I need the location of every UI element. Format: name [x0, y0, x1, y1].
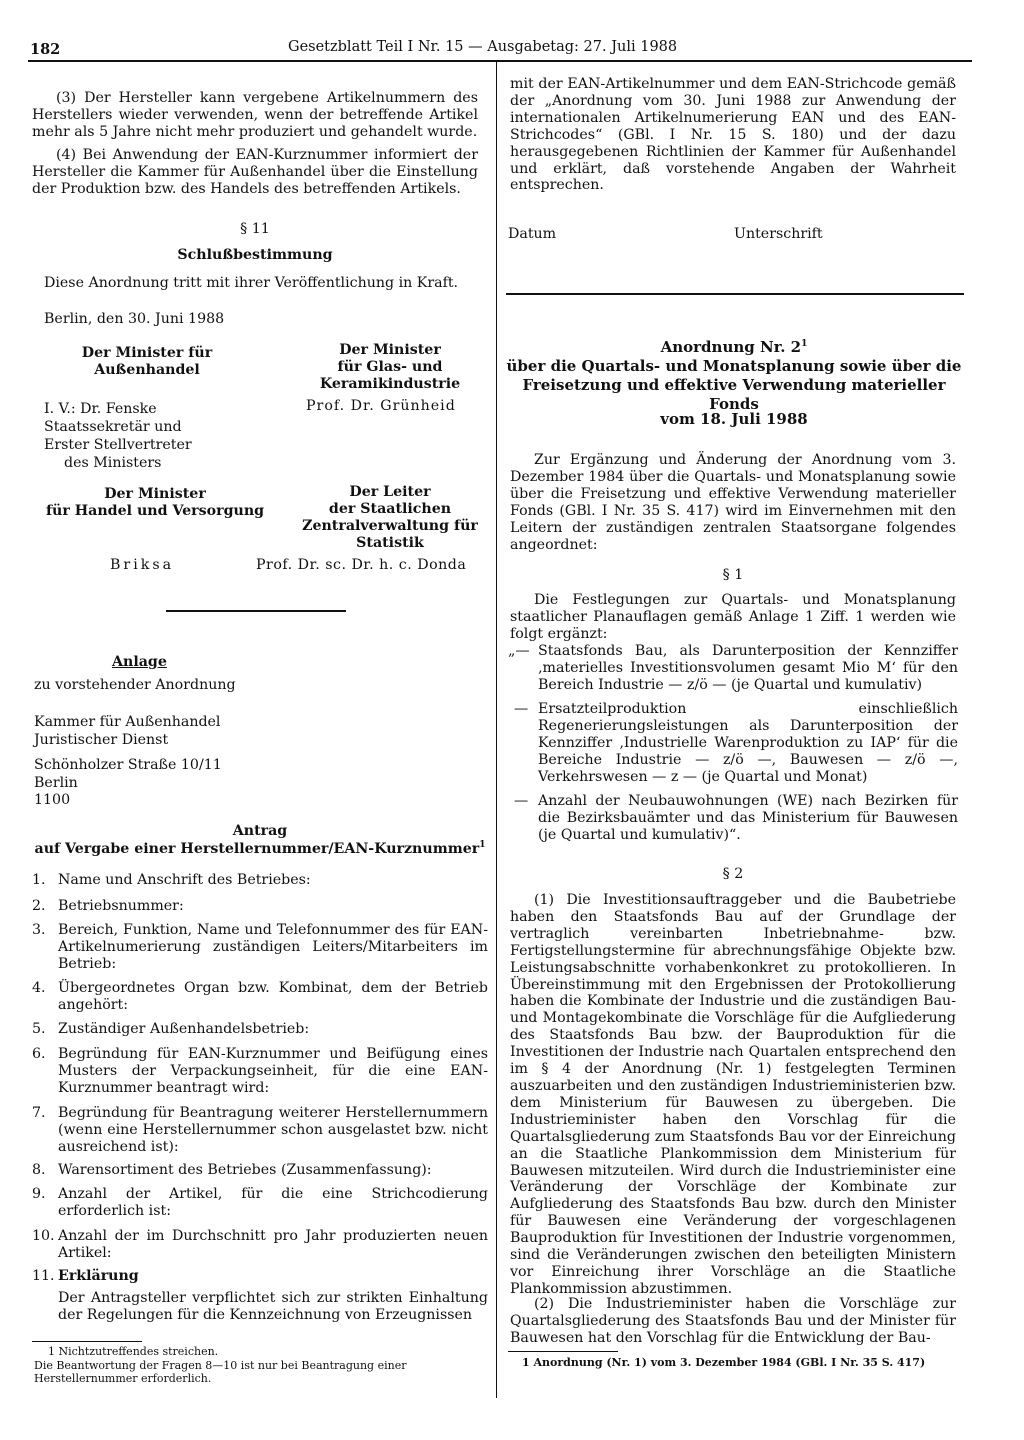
antrag-item-list: 1. Name und Anschrift des Betriebes: 2. Betriebsnummer: 3. Bereich, Funktion, Name und Telefonnummer des für EAN-Artikelnumerierung zuständigen Leiters/Mitarbeiters im Betrieb: 4. Übergeordnetes Organ bzw. Kombinat, dem der Betrieb angehört: 5. Zuständiger Außenhandelsbetrieb: 6. Begründung für EAN-Kurznummer und Beifügung eines Musters der Verpackungseinheit, für die eine EAN-Kurznummer beantragt wird: 7. Begründung für Beantragung weiterer Herstellernummern (wenn eine Herstellernummer schon ausgelastet bzw. nicht ausreichend ist): 8. Warensortiment des Betriebes (Zusammenfassung): 9. Anzahl der Artikel, für die eine Strichcodierung erforderlich ist: 10. Anzahl der im Durchschnitt pro Jahr produzierten neuen Artikel: 11. Erklärung Der Antragsteller verpflichtet sich zur strikten Einhaltung der Regelungen für die Kennzeichnung von Erzeugnissen — [32, 872, 488, 1323]
section-separator-rule — [506, 293, 964, 295]
datum-label: Datum — [508, 226, 557, 242]
footnotes-left: 1 Nichtzutreffendes streichen. Die Beantwortung der Fragen 8—10 ist nur bei Beantragung einer Herstellernummer erforderlich. — [34, 1345, 407, 1385]
signatory-3-title: Der Minister für Handel und Versorgung — [45, 486, 265, 519]
paragraph-3: (3) Der Hersteller kann vergebene Artikelnummern des Herstellers wieder verwenden, wenn der betreffende Artikel mehr als 5 Jahre nicht mehr produziert und gehandelt wurde. — [32, 90, 478, 140]
anlage-subtitle: zu vorstehender Anordnung — [34, 677, 236, 693]
anlage-title: Anlage — [112, 654, 167, 670]
signatory-4-name: Prof. Dr. sc. Dr. h. c. Donda — [256, 557, 467, 573]
anordnung-title: Anordnung Nr. $2^1$ über die Quartals- und Monatsplanung sowie über die Freisetzung und effektive Verwendung materieller Fonds — [506, 338, 962, 413]
paragraph-4: (4) Bei Anwendung der EAN-Kurznummer informiert der Hersteller die Kammer für Außenhandel über die Einstellung der Produktion bzw. des Handels des betreffenden Artikels. — [32, 147, 478, 197]
section-1-text: Die Festlegungen zur Quartals- und Monatsplanung staatlicher Planauflagen gemäß Anlage 1 Ziff. 1 werden wie folgt ergänzt: — [510, 592, 956, 642]
signatory-4-title: Der Leiter der Staatlichen Zentralverwaltung für Statistik — [302, 484, 478, 551]
section-11-title: Schlußbestimmung — [177, 247, 333, 263]
signatory-3-name: Briksa — [110, 557, 175, 573]
footnote-rule-left — [32, 1341, 142, 1342]
section-2-paragraph-1: (1) Die Investitionsauftraggeber und die Baubetriebe haben den Staatsfonds Bau auf der Grundlage der vertraglich vereinbarten Inbetriebnahme- bzw. Fertigstellungstermine für abrechnungsfähige Objekte bzw. Leistungsabschnitte vorhabenkonkret zu protokollieren. In Übereinstimmung mit den Ergebnissen der Protokollierung haben die Kombinate der Industrie und die zuständigen Bau- und Montagekombinate die Vorschläge für die Aufgliederung des Staatsfonds Bau bzw. der Bauproduktion für die Investitionen der Industrie nach Quartalen entsprechend den im § 4 der Anordnung (Nr. 1) festgelegten Terminen auszuarbeiten und den zuständigen Industrieministerien bzw. dem Ministerium für Bauwesen zu übergeben. Die Industrieminister haben den Vorschlag für die Quartalsgliederung zum Staatsfonds Bau vor der Einreichung an die Staatliche Plankommission dem Ministerium für Bauwesen mitzuteilen. Wird durch die Industrieminister eine Veränderung der Vorschläge der Kombinate zur Aufgliederung des Staatsfonds Bau bzw. durch den Minister für Bauwesen eine Veränderung der vorgeschlagenen Bauproduktion für Investitionen der Industrie vorgenommen, sind die Veränderungen zwischen den beteiligten Ministern vor Einreichung ihrer Vorschläge an die Staatliche Plankommission abzustimmen. — [510, 892, 956, 1297]
section-11-number: § 11 — [240, 221, 270, 237]
section-2-paragraph-2: (2) Die Industrieminister haben die Vorschläge zur Quartalsgliederung des Staatsfonds Bau und der Minister für Bauwesen hat den Vorschlag für die Entwicklung der Bau- — [510, 1296, 956, 1346]
anordnung-intro: Zur Ergänzung und Änderung der Anordnung vom 3. Dezember 1984 über die Quartals- und Monatsplanung sowie über die Freisetzung und effektive Verwendung materieller Fonds (GBl. I Nr. 35 S. 417) wird im Einvernehmen mit den Leitern der zuständigen zentralen Staatsorgane folgendes angeordnet: — [510, 452, 956, 553]
declaration-continuation: mit der EAN-Artikelnummer und dem EAN-Strichcode gemäß der „Anordnung vom 30. Juni 1988 zur Anwendung der internationalen Artikelnumerierung EAN und des EAN-Strichcodes“ (GBl. I Nr. 15 S. 180) und der dazu herausgegebenen Richtlinien der Kammer für Außenhandel und erklärt, daß vorstehende Angaben der Wahrheit entsprechen. — [510, 76, 956, 194]
page-header-title: Gesetzblatt Teil I Nr. 15 — Ausgabetag: 27. Juli 1988 — [288, 39, 678, 55]
dash-list: „— Staatsfonds Bau, als Darunterposition der Kennziffer ‚materielles Investitionsvolumen gesamt Mio M‘ für den Bereich Industrie — z/ö — (je Quartal und kumulativ) — Ersatzteilproduktion einschließlich Regenerierungsleistungen als Darunterposition der Kennziffer ‚Industrielle Warenproduktion zu IAP‘ für die Bereiche Industrie — z/ö —, Bauwesen — z/ö —, Verkehrswesen — z — (je Quartal und Monat) — Anzahl der Neubauwohnungen (WE) nach Bezirken für die Bezirksbauämter und das Ministerium für Bauwesen (je Quartal und kumulativ)“. — [508, 643, 958, 843]
section-2-number: § 2 — [722, 866, 744, 882]
address-block: Kammer für Außenhandel Juristischer Dienst — [34, 714, 221, 748]
signatory-1-name: I. V.: Dr. Fenske — [44, 401, 157, 417]
signatory-1-title: Der Minister für Außenhandel — [81, 345, 213, 378]
header-rule — [28, 60, 972, 62]
footnote-right: 1 Anordnung (Nr. 1) vom 3. Dezember 1984 (GBl. I Nr. 35 S. 417) — [522, 1356, 926, 1369]
signatory-2-name: Prof. Dr. Grünheid — [306, 398, 456, 414]
unterschrift-label: Unterschrift — [734, 226, 823, 242]
section-1-number: § 1 — [722, 567, 744, 583]
signature-separator — [166, 610, 346, 612]
anordnung-date: vom 18. Juli 1988 — [660, 410, 808, 428]
antrag-title: Antrag auf Vergabe einer Herstellernummer/EAN-Kurznummer$^1$ — [34, 823, 486, 857]
section-11-text: Diese Anordnung tritt mit ihrer Veröffentlichung in Kraft. — [44, 275, 459, 291]
page-number: 182 — [30, 41, 61, 58]
place-date: Berlin, den 30. Juni 1988 — [44, 311, 225, 327]
column-divider — [496, 62, 497, 1398]
item-11-text: Der Antragsteller verpflichtet sich zur strikten Einhaltung der Regelungen für die Kennzeichnung von Erzeugnissen — [58, 1290, 488, 1323]
footnote-rule-right — [508, 1351, 618, 1352]
address-street: Schönholzer Straße 10/11 Berlin 1100 — [34, 757, 222, 808]
signatory-1-block: I. V.: Dr. Fenske Staatssekretär und Erster Stellvertreter des Ministers — [44, 400, 244, 472]
signatory-2-title: Der Minister für Glas- und Keramikindustrie — [319, 342, 461, 392]
